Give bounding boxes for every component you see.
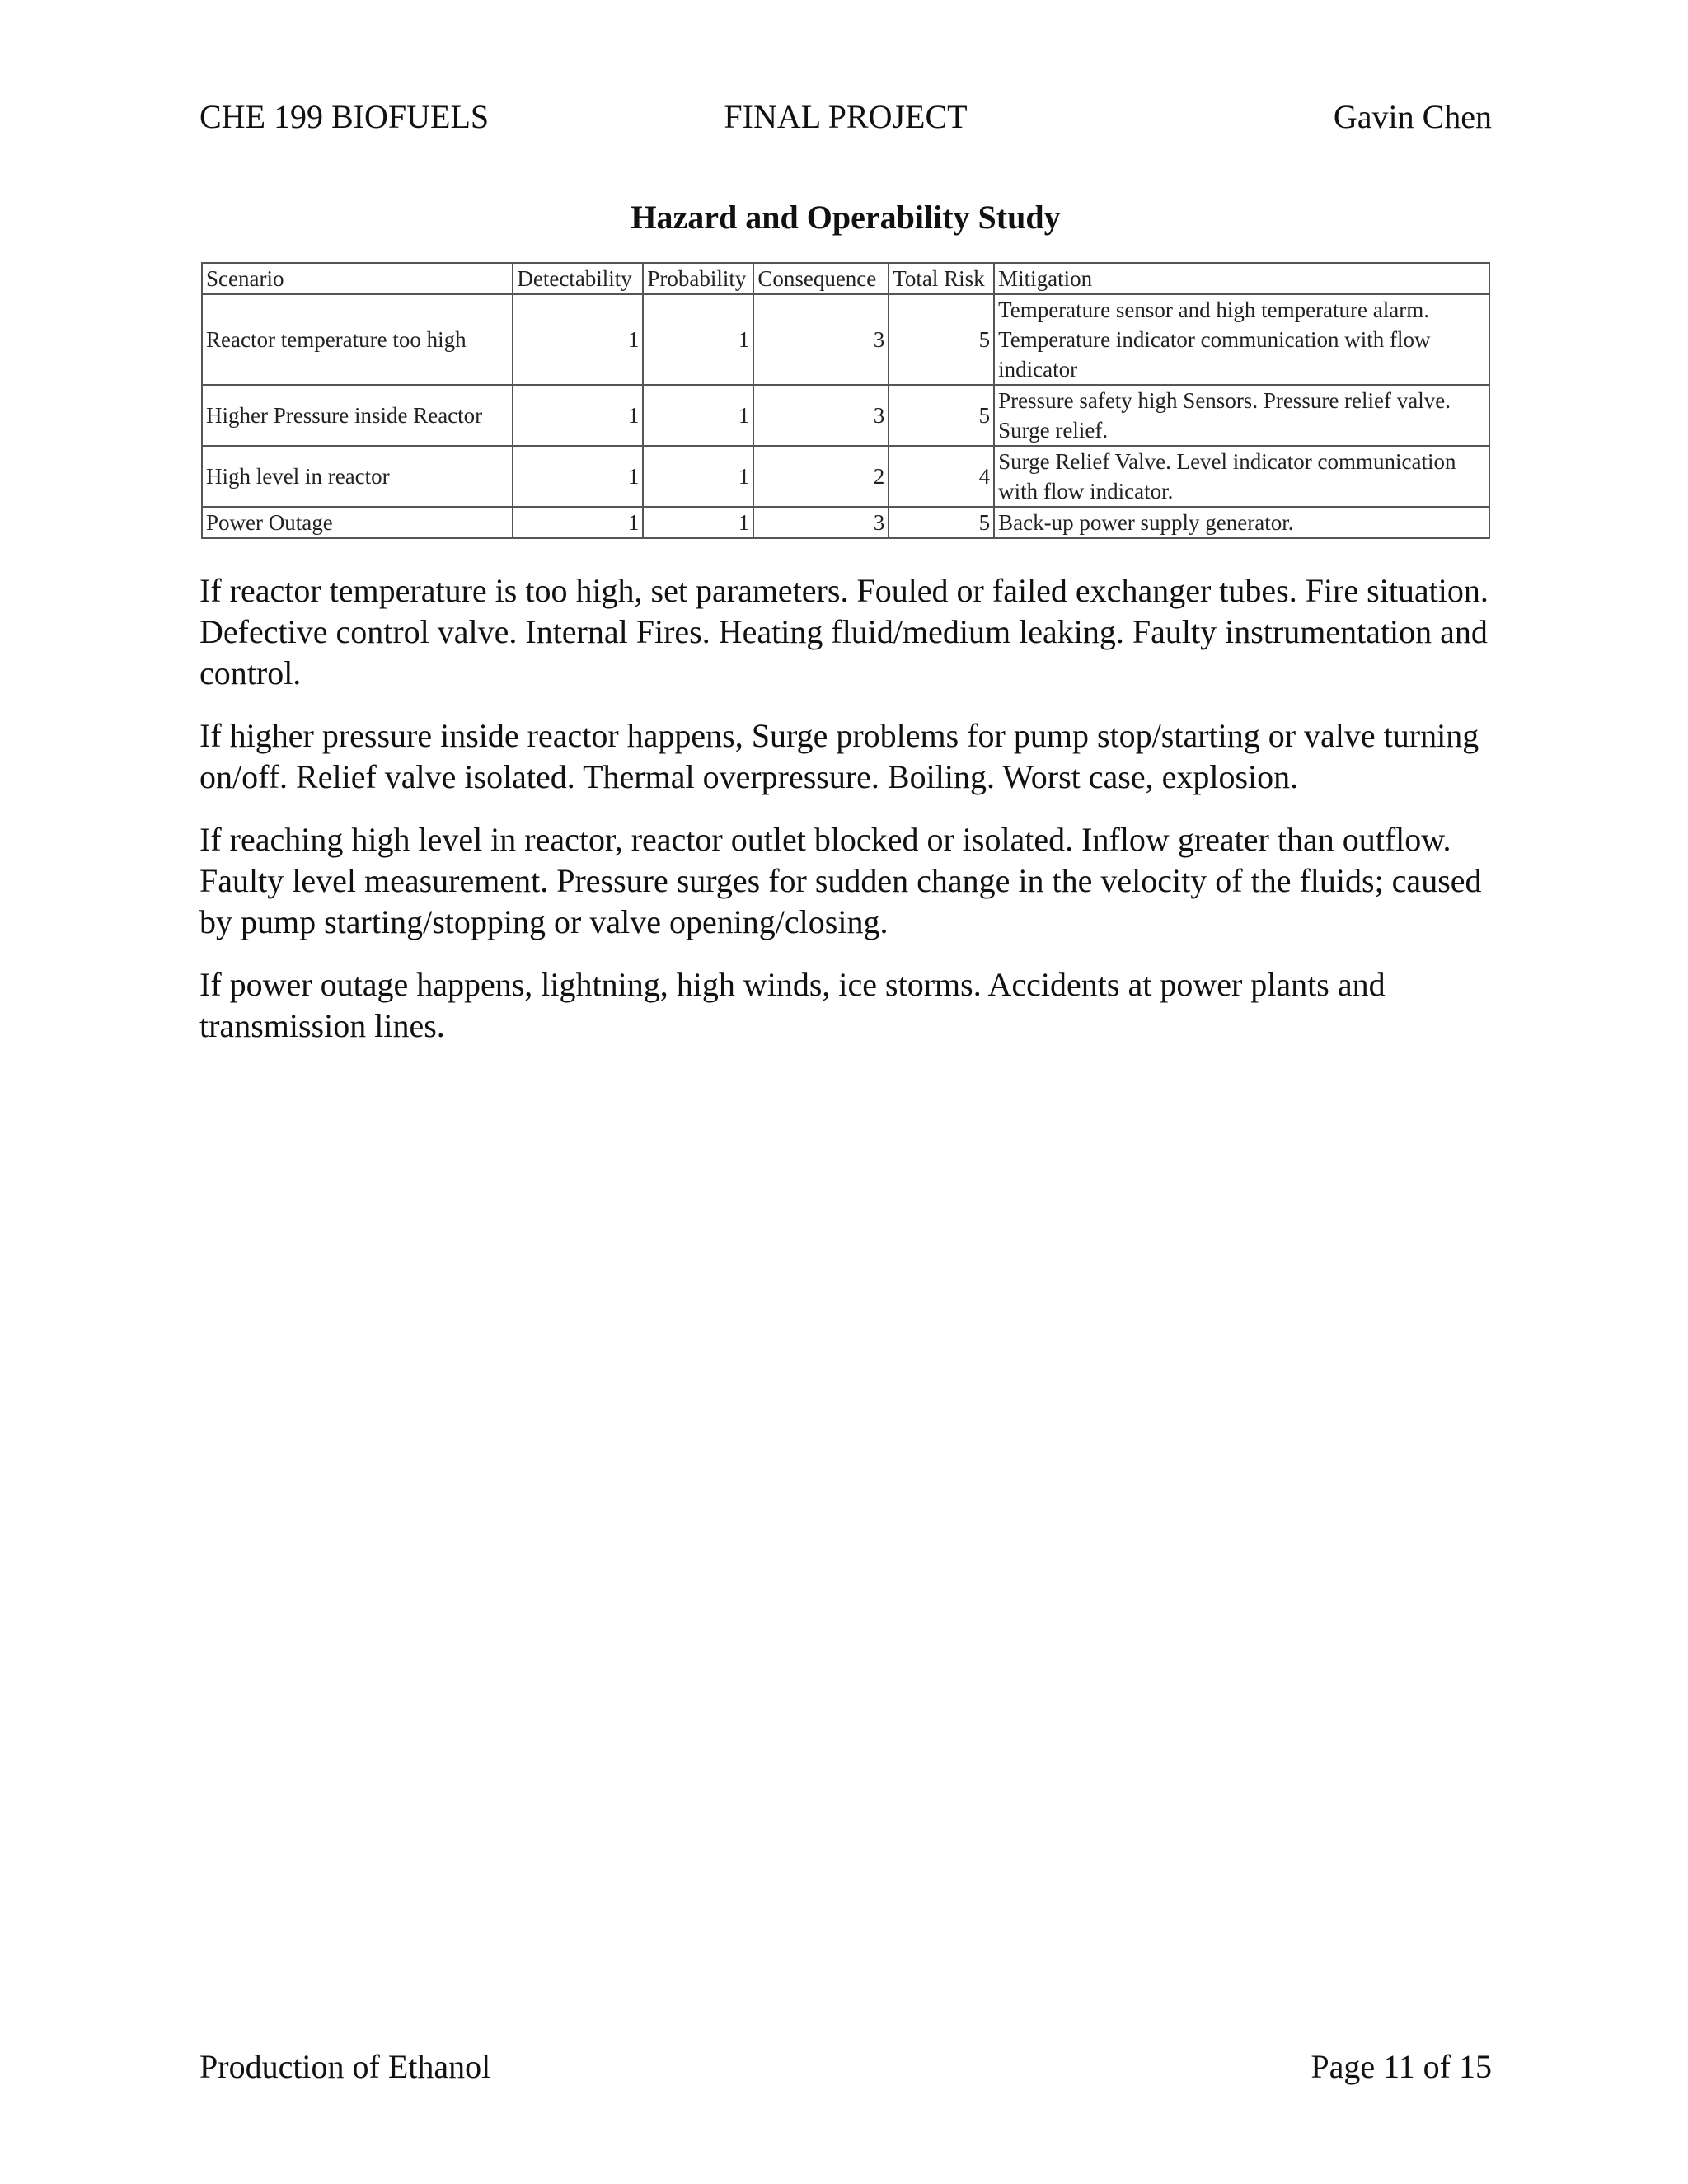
cell-mitigation: Back-up power supply generator. [994, 507, 1489, 538]
hazop-table [201, 262, 1490, 539]
table-row [202, 385, 1489, 446]
header-author: Gavin Chen [1333, 98, 1492, 135]
cell-detectability: 1 [513, 446, 643, 507]
cell-detectability: 1 [513, 294, 643, 385]
column-header-mitigation: Mitigation [994, 263, 1489, 294]
page-header [199, 97, 1492, 140]
section-title: Hazard and Operability Study [631, 199, 1061, 236]
cell-scenario: Higher Pressure inside Reactor [202, 385, 513, 446]
cell-total-risk: 5 [889, 385, 994, 446]
cell-mitigation: Pressure safety high Sensors. Pressure relief valve. Surge relief. [994, 385, 1489, 446]
cell-detectability: 1 [513, 385, 643, 446]
paragraph-temperature: If reactor temperature is too high, set parameters. Fouled or failed exchanger tubes. Fire situation. Defective control valve. Internal Fires. Heating fluid/medium leaking. Faulty instrumentation and control. [199, 572, 1489, 691]
body-text [199, 570, 1492, 1068]
cell-mitigation: Surge Relief Valve. Level indicator communication with flow indicator. [994, 446, 1489, 507]
column-header-probability: Probability [643, 263, 753, 294]
page-footer [199, 2047, 1492, 2090]
header-course: CHE 199 BIOFUELS [199, 98, 490, 135]
paragraph-pressure: If higher pressure inside reactor happens, Surge problems for pump stop/starting or valve turning on/off. Relief valve isolated. Thermal overpressure. Boiling. Worst case, explosion. [199, 717, 1479, 795]
cell-total-risk: 4 [889, 446, 994, 507]
table-row [202, 446, 1489, 507]
cell-probability: 1 [643, 507, 753, 538]
column-header-detectability: Detectability [513, 263, 643, 294]
cell-probability: 1 [643, 446, 753, 507]
cell-mitigation: Temperature sensor and high temperature alarm. Temperature indicator communication with flow indicator [994, 294, 1489, 385]
cell-consequence: 3 [753, 507, 889, 538]
column-header-consequence: Consequence [753, 263, 889, 294]
cell-scenario: Power Outage [202, 507, 513, 538]
cell-scenario: Reactor temperature too high [202, 294, 513, 385]
footer-document-title: Production of Ethanol [199, 2048, 491, 2085]
header-project: FINAL PROJECT [724, 98, 968, 135]
paragraph-power-outage: If power outage happens, lightning, high winds, ice storms. Accidents at power plants and transmission lines. [199, 966, 1386, 1044]
cell-consequence: 2 [753, 446, 889, 507]
cell-total-risk: 5 [889, 294, 994, 385]
column-header-scenario: Scenario [202, 263, 513, 294]
paragraph-level: If reaching high level in reactor, reactor outlet blocked or isolated. Inflow greater than outflow. Faulty level measurement. Pressure surges for sudden change in the velocity of the fluids; caused by pump starting/stopping or valve opening/closing. [199, 821, 1482, 940]
cell-probability: 1 [643, 294, 753, 385]
cell-detectability: 1 [513, 507, 643, 538]
table-row [202, 294, 1489, 385]
footer-page-number: Page 11 of 15 [1311, 2048, 1492, 2085]
table-header-row [202, 263, 1489, 294]
cell-consequence: 3 [753, 294, 889, 385]
cell-total-risk: 5 [889, 507, 994, 538]
table-row [202, 507, 1489, 538]
column-header-total-risk: Total Risk [889, 263, 994, 294]
cell-probability: 1 [643, 385, 753, 446]
cell-consequence: 3 [753, 385, 889, 446]
cell-scenario: High level in reactor [202, 446, 513, 507]
